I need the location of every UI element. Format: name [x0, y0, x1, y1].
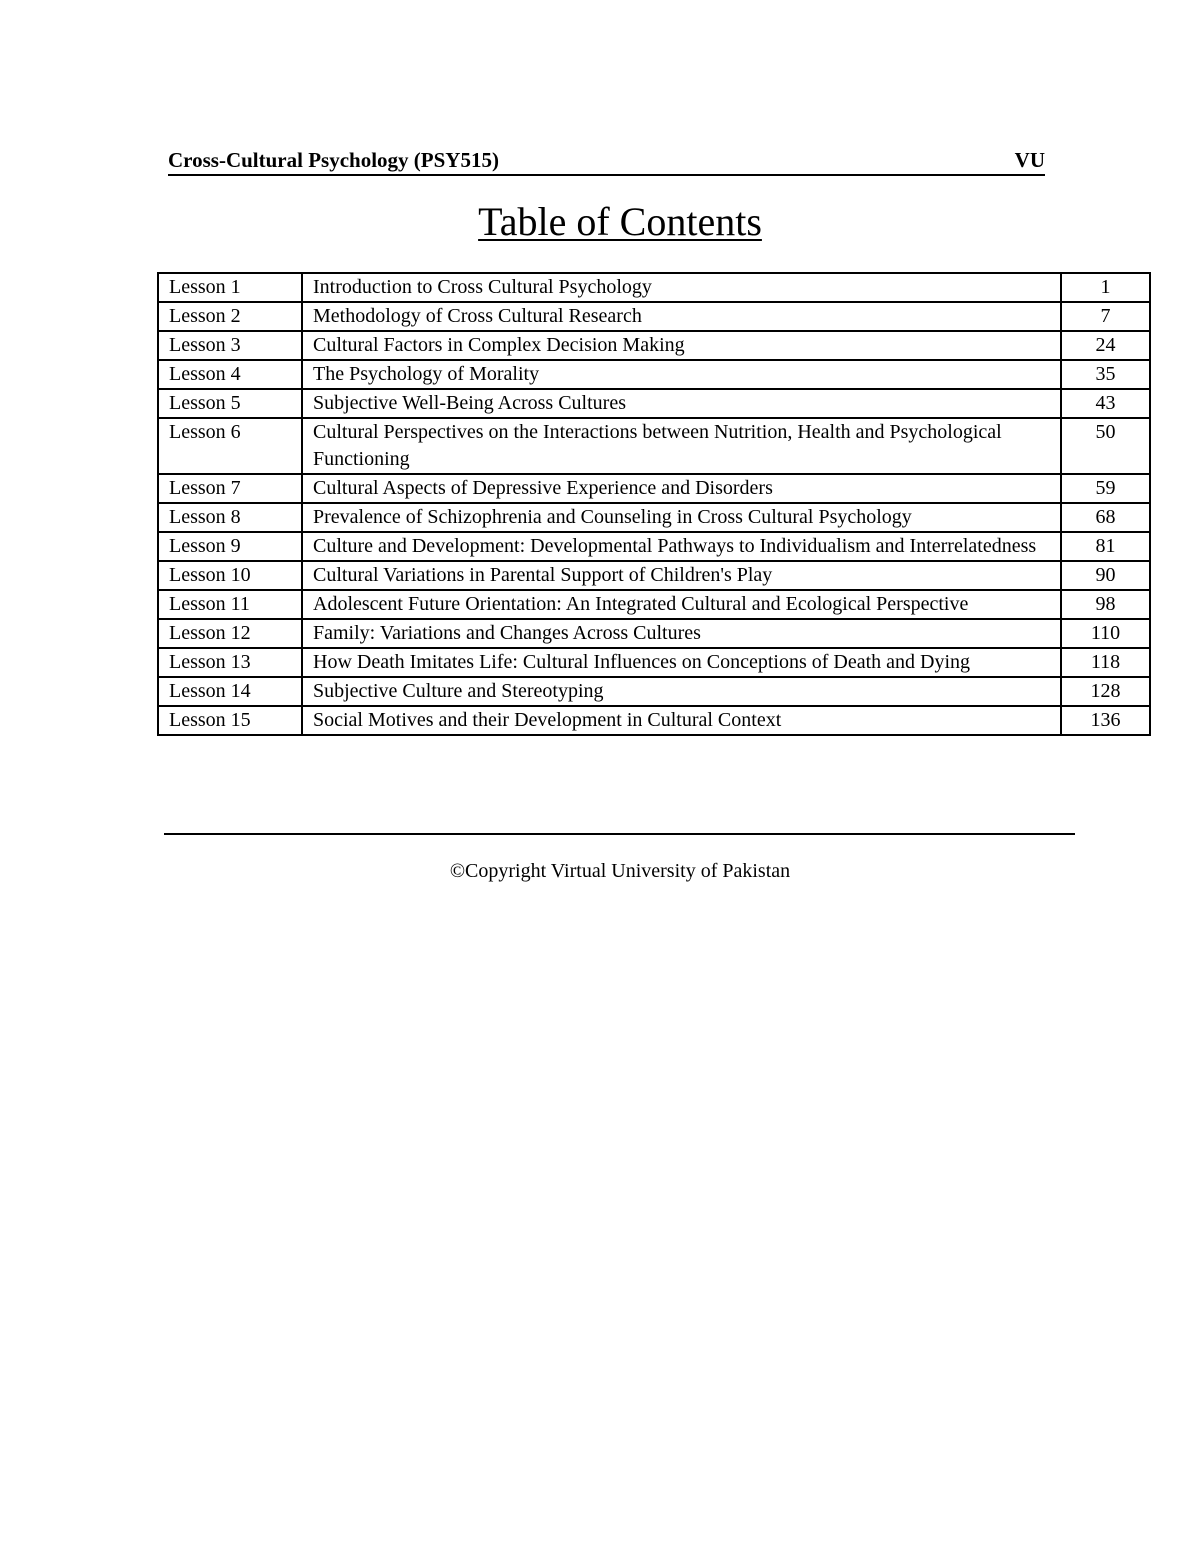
table-row: [158, 677, 1150, 706]
lesson-topic: Cultural Factors in Complex Decision Making: [302, 331, 1061, 360]
course-title: Cross-Cultural Psychology (PSY515): [168, 148, 499, 172]
page-number: 110: [1061, 619, 1150, 648]
lesson-topic: The Psychology of Morality: [302, 360, 1061, 389]
page-number: 68: [1061, 503, 1150, 532]
table-row: [158, 503, 1150, 532]
lesson-number: Lesson 1: [158, 273, 302, 302]
table-row: [158, 389, 1150, 418]
lesson-topic: Prevalence of Schizophrenia and Counseling in Cross Cultural Psychology: [302, 503, 1061, 532]
lesson-number: Lesson 13: [158, 648, 302, 677]
copyright-notice: ©Copyright Virtual University of Pakistan: [449, 860, 791, 882]
table-row: [158, 331, 1150, 360]
toc-body: [158, 273, 1150, 735]
lesson-number: Lesson 6: [158, 418, 302, 474]
lesson-number: Lesson 7: [158, 474, 302, 503]
lesson-topic: Family: Variations and Changes Across Cultures: [302, 619, 1061, 648]
table-row: [158, 273, 1150, 302]
table-row: [158, 590, 1150, 619]
table-row: [158, 360, 1150, 389]
table-row: [158, 302, 1150, 331]
lesson-topic: Culture and Development: Developmental Pathways to Individualism and Interrelatedness: [302, 532, 1061, 561]
document-title: Table of Contents: [478, 199, 762, 244]
table-row: [158, 648, 1150, 677]
page-header: [168, 146, 1045, 176]
table-row: [158, 706, 1150, 735]
page-number: 98: [1061, 590, 1150, 619]
table-row: [158, 418, 1150, 474]
lesson-number: Lesson 2: [158, 302, 302, 331]
lesson-topic: Subjective Well-Being Across Cultures: [302, 389, 1061, 418]
lesson-topic: How Death Imitates Life: Cultural Influences on Conceptions of Death and Dying: [302, 648, 1061, 677]
page-number: 59: [1061, 474, 1150, 503]
table-row: [158, 561, 1150, 590]
page-number: 43: [1061, 389, 1150, 418]
institution-abbreviation: VU: [1014, 148, 1045, 172]
lesson-number: Lesson 11: [158, 590, 302, 619]
lesson-topic: Cultural Aspects of Depressive Experience and Disorders: [302, 474, 1061, 503]
table-of-contents: [157, 272, 1151, 736]
lesson-number: Lesson 9: [158, 532, 302, 561]
page-number: 136: [1061, 706, 1150, 735]
lesson-topic: Adolescent Future Orientation: An Integrated Cultural and Ecological Perspective: [302, 590, 1061, 619]
page-number: 7: [1061, 302, 1150, 331]
page-number: 35: [1061, 360, 1150, 389]
footer-divider: [164, 833, 1075, 835]
page-number: 1: [1061, 273, 1150, 302]
page-number: 90: [1061, 561, 1150, 590]
lesson-number: Lesson 4: [158, 360, 302, 389]
lesson-number: Lesson 8: [158, 503, 302, 532]
lesson-topic: Introduction to Cross Cultural Psychology: [302, 273, 1061, 302]
document-title-container: [0, 196, 1200, 248]
table-row: [158, 532, 1150, 561]
lesson-number: Lesson 3: [158, 331, 302, 360]
page-number: 118: [1061, 648, 1150, 677]
table-row: [158, 619, 1150, 648]
lesson-number: Lesson 12: [158, 619, 302, 648]
lesson-topic: Cultural Perspectives on the Interactions between Nutrition, Health and Psychological Functioning: [302, 418, 1061, 474]
lesson-topic: Methodology of Cross Cultural Research: [302, 302, 1061, 331]
page-number: 50: [1061, 418, 1150, 474]
page-number: 24: [1061, 331, 1150, 360]
lesson-number: Lesson 14: [158, 677, 302, 706]
lesson-number: Lesson 5: [158, 389, 302, 418]
page-number: 128: [1061, 677, 1150, 706]
table-row: [158, 474, 1150, 503]
lesson-number: Lesson 15: [158, 706, 302, 735]
lesson-topic: Subjective Culture and Stereotyping: [302, 677, 1061, 706]
lesson-topic: Social Motives and their Development in Cultural Context: [302, 706, 1061, 735]
lesson-topic: Cultural Variations in Parental Support of Children's Play: [302, 561, 1061, 590]
page-number: 81: [1061, 532, 1150, 561]
lesson-number: Lesson 10: [158, 561, 302, 590]
